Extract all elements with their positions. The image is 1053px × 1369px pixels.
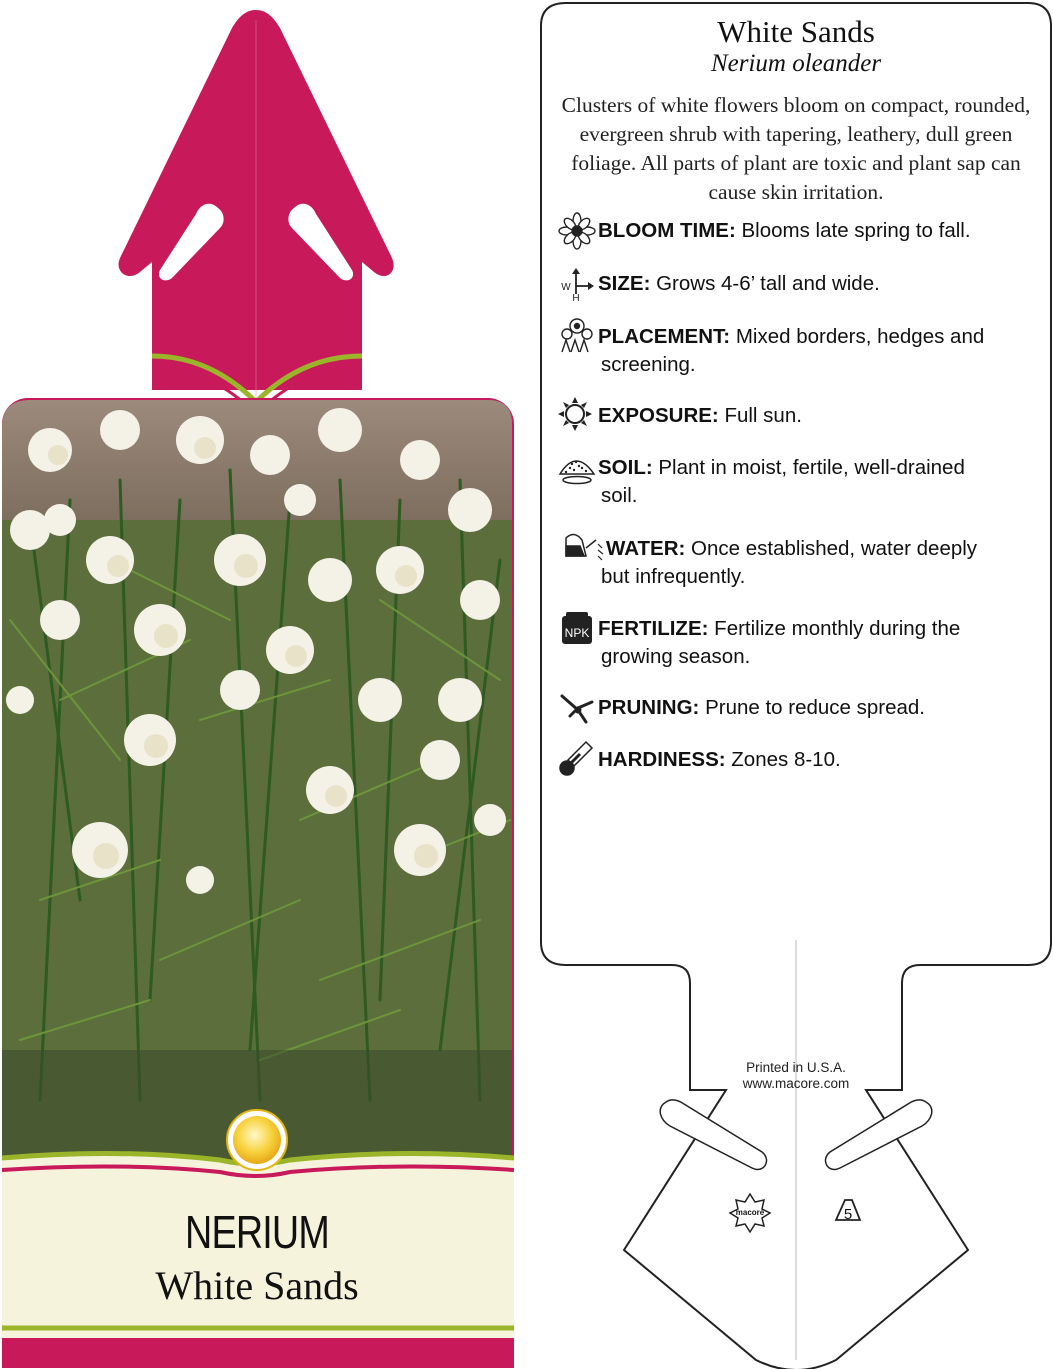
- attr-text: Once established, water deeply: [691, 537, 978, 560]
- variety-title: White Sands: [155, 1263, 359, 1308]
- plant-description: Clusters of white flowers bloom on compact, rounded, evergreen shrub with tapering, leathery, dull green foliage. All parts of plant are toxic and plant sap can cause skin irritation.: [561, 93, 1031, 204]
- attr-text: Zones 8-10.: [731, 748, 841, 771]
- attr-text: Mixed borders, hedges and: [735, 325, 985, 348]
- attr-text-cont: but infrequently.: [601, 565, 746, 588]
- sun-icon: [558, 397, 592, 431]
- attr-text: Fertilize monthly during the: [714, 617, 961, 640]
- attr-label: SIZE:: [598, 272, 651, 295]
- attr-text: Full sun.: [724, 404, 802, 427]
- printed-url: www.macore.com: [742, 1076, 850, 1091]
- attr-label: PRUNING:: [598, 696, 700, 719]
- attr-placement: [598, 323, 1038, 379]
- attr-text-cont: screening.: [601, 353, 696, 376]
- attr-text-cont: growing season.: [601, 645, 751, 668]
- attr-text: Plant in moist, fertile, well-drained: [658, 456, 965, 479]
- attr-label: EXPOSURE:: [598, 404, 719, 427]
- latin-name: Nerium oleander: [710, 50, 882, 77]
- macore-logo-text: macore: [735, 1208, 765, 1217]
- back-title: White Sands: [717, 14, 875, 49]
- attr-water: [601, 535, 1046, 591]
- recycle-number: 5: [843, 1206, 853, 1223]
- attr-pruning: [598, 694, 1038, 722]
- attr-label: PLACEMENT:: [598, 325, 731, 348]
- attr-label: SOIL:: [598, 456, 653, 479]
- attr-hardiness: [598, 746, 1038, 774]
- fertilizer-icon-label: NPK: [564, 626, 590, 640]
- genus-title: NERIUM: [185, 1206, 329, 1258]
- attr-soil: [598, 454, 1038, 510]
- printed-info: [700, 1060, 892, 1092]
- attr-label: WATER:: [606, 537, 686, 560]
- attr-text: Grows 4-6’ tall and wide.: [656, 272, 880, 295]
- attr-text: Blooms late spring to fall.: [741, 219, 971, 242]
- attr-size: [598, 270, 1038, 298]
- attr-fertilize: [598, 615, 1038, 671]
- printed-country: Printed in U.S.A.: [746, 1060, 846, 1075]
- attr-label: FERTILIZE:: [598, 617, 709, 640]
- attr-label: BLOOM TIME:: [598, 219, 736, 242]
- attr-text: Prune to reduce spread.: [705, 696, 926, 719]
- size-icon-h: H: [572, 293, 580, 304]
- attr-bloom-time: [598, 217, 1038, 245]
- attr-exposure: [598, 402, 1038, 430]
- size-icon-w: W: [561, 282, 571, 293]
- attr-label: HARDINESS:: [598, 748, 726, 771]
- attr-text-cont: soil.: [601, 484, 638, 507]
